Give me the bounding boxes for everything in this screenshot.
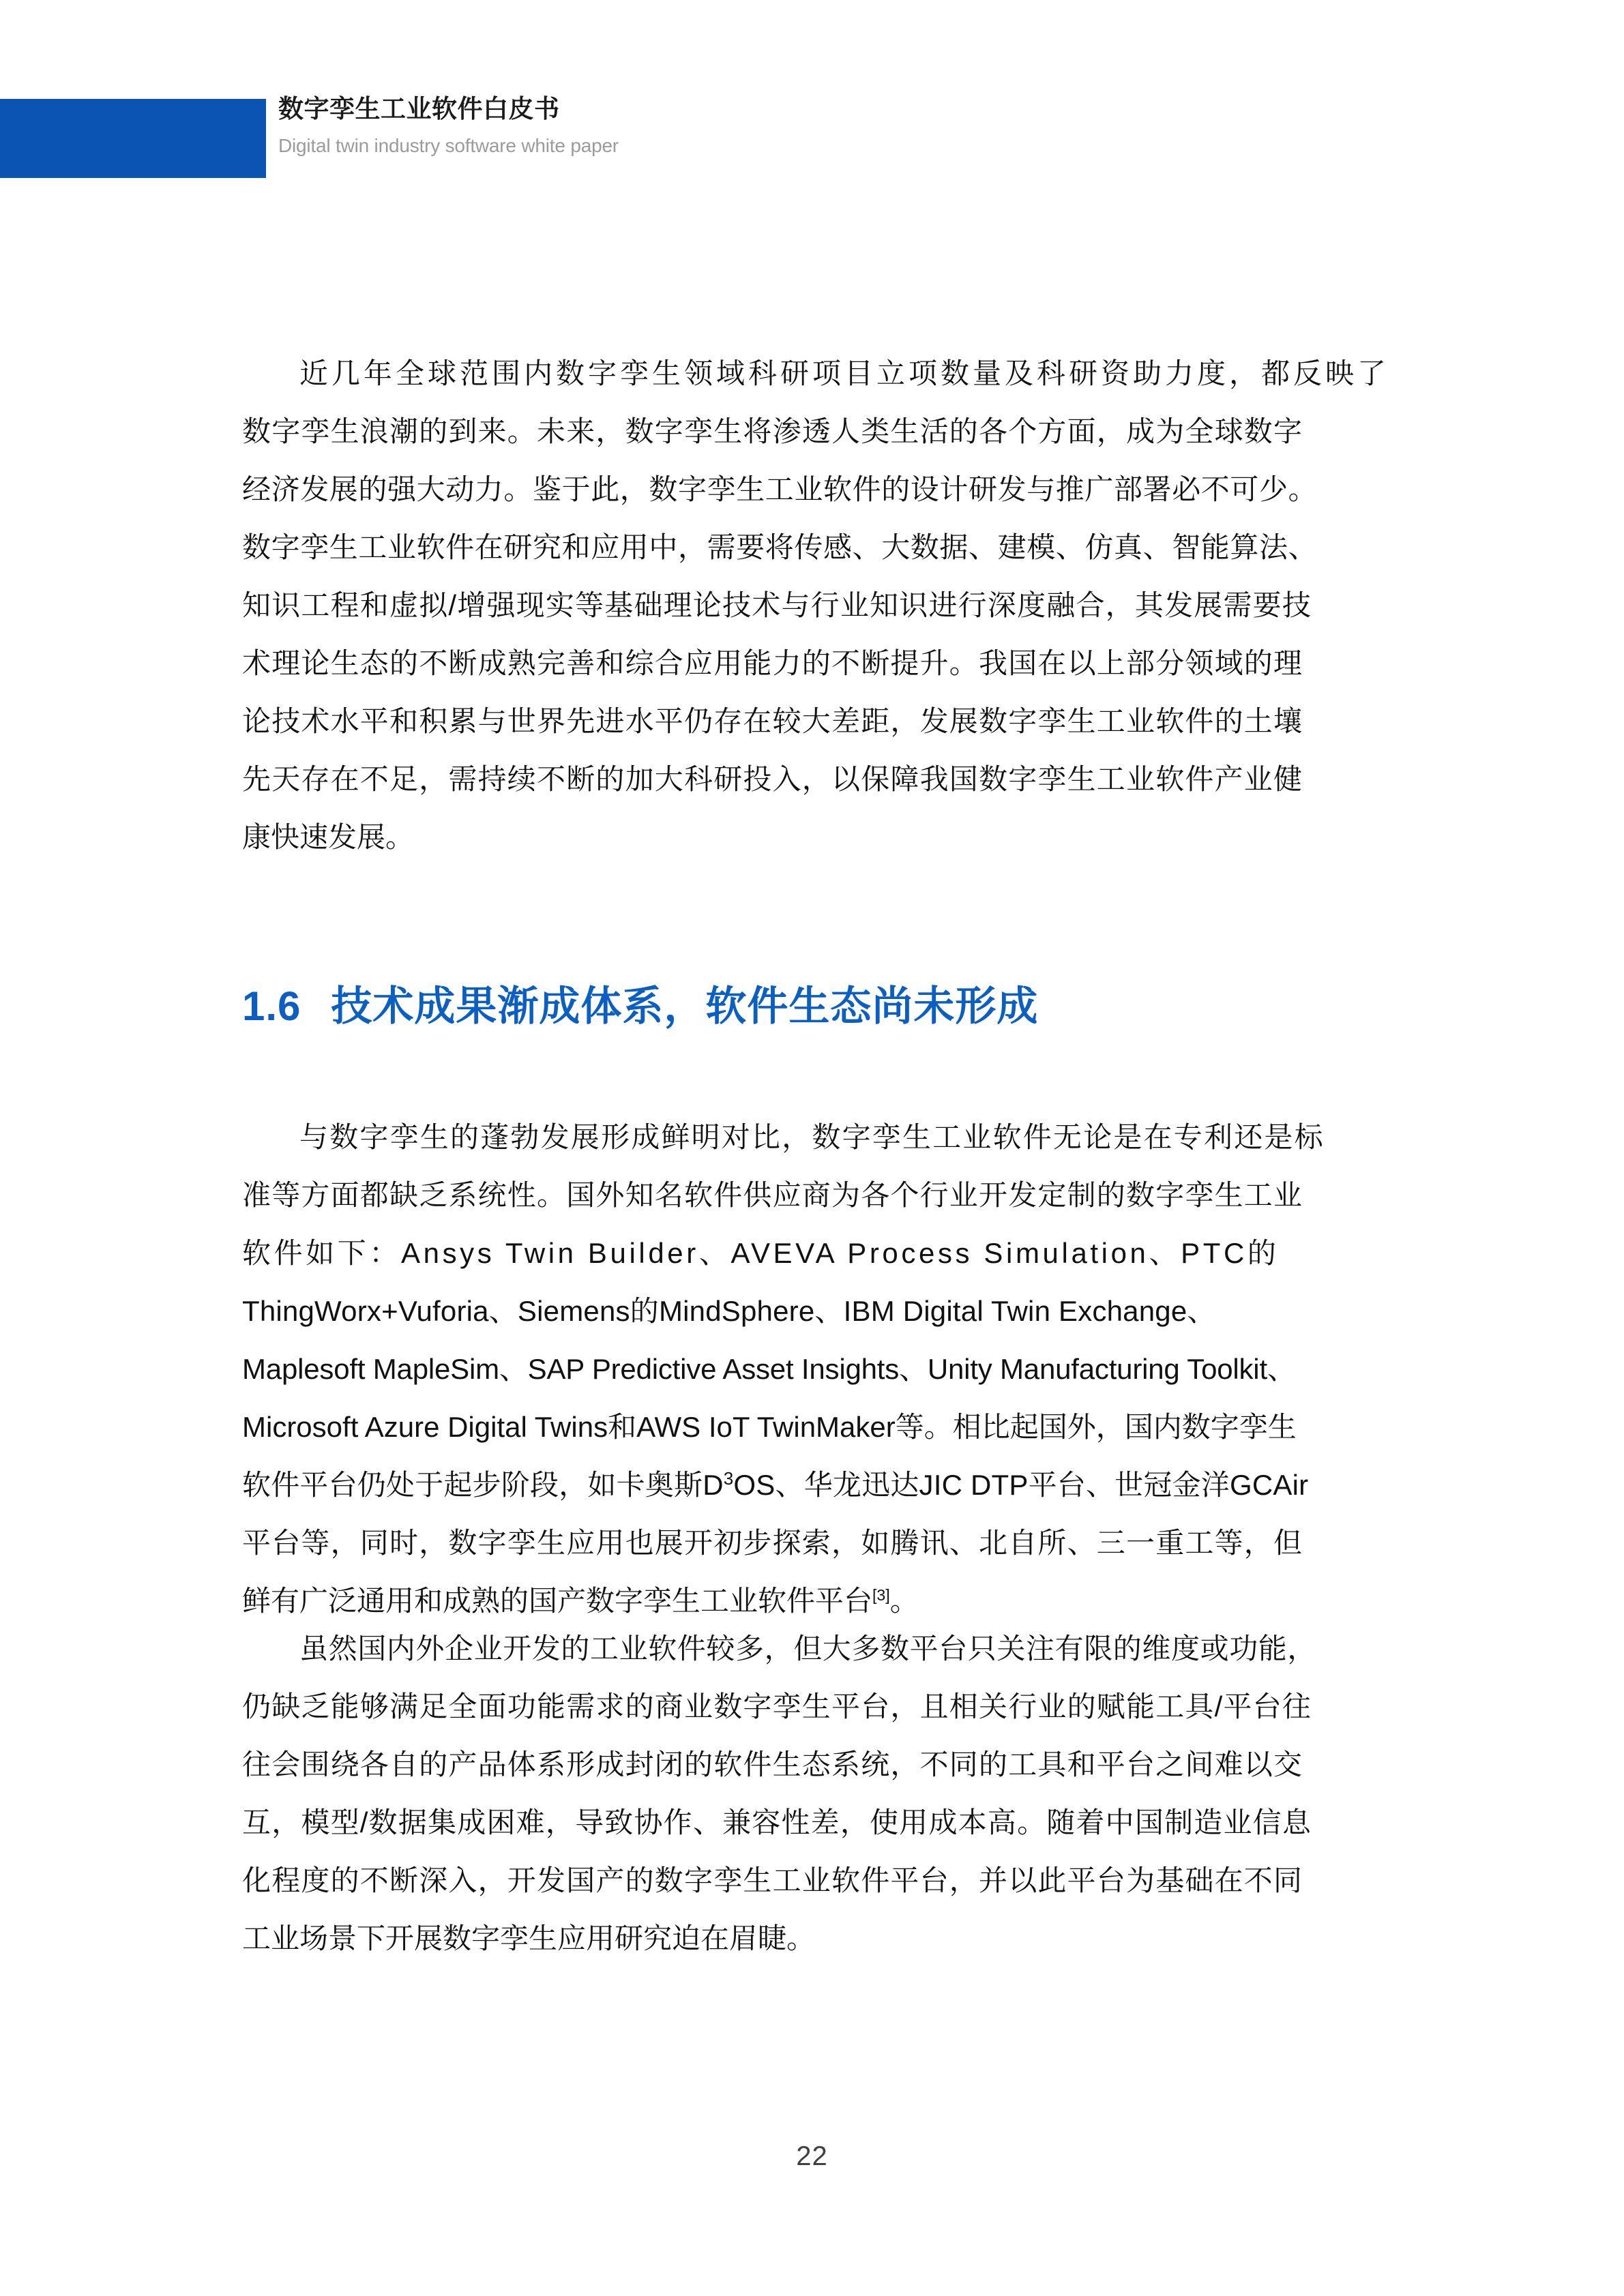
paragraph-line: 先天存在不足，需持续不断的加大科研投入，以保障我国数字孪生工业软件产业健: [242, 763, 1303, 795]
line-text-post: OS、华龙迅达JIC DTP平台、世冠金洋GCAir: [733, 1469, 1309, 1501]
paragraph-line: 与数字孪生的蓬勃发展形成鲜明对比，数字孪生工业软件无论是在专利还是标: [299, 1121, 1325, 1153]
paragraph-line: Maplesoft MapleSim、SAP Predictive Asset Insights、Unity Manufacturing Toolkit、: [242, 1353, 1296, 1385]
paragraph-line: 经济发展的强大动力。鉴于此，数字孪生工业软件的设计研发与推广部署必不可少。: [242, 473, 1318, 505]
paragraph-line: 数字孪生工业软件在研究和应用中，需要将传感、大数据、建模、仿真、智能算法、: [242, 531, 1318, 563]
section-heading: [242, 982, 1387, 1031]
paragraph-line: 往会围绕各自的产品体系形成封闭的软件生态系统，不同的工具和平台之间难以交: [242, 1748, 1303, 1780]
line-text-pre: 鲜有广泛通用和成熟的国产数字孪生工业软件平台: [242, 1585, 873, 1617]
paragraph-line: 虽然国内外企业开发的工业软件较多，但大多数平台只关注有限的维度或功能，: [299, 1632, 1317, 1665]
footnote-marker: [3]: [872, 1586, 890, 1604]
paragraph-line: 平台等，同时，数字孪生应用也展开初步探索，如腾讯、北自所、三一重工等，但: [242, 1527, 1303, 1559]
paragraph-line: 近几年全球范围内数字孪生领域科研项目立项数量及科研资助力度，都反映了: [299, 357, 1390, 389]
superscript-exponent: 3: [723, 1468, 734, 1489]
paragraph-line: 软件如下：Ansys Twin Builder、AVEVA Process Simulation、PTC的: [242, 1237, 1280, 1269]
body-paragraph-1: [242, 344, 1390, 866]
header-accent-rule: [263, 99, 266, 178]
section-heading-container: [242, 982, 1387, 1031]
paragraph-line: 论技术水平和积累与世界先进水平仍存在较大差距，发展数字孪生工业软件的土壤: [242, 705, 1303, 737]
header-text-group: [278, 93, 1233, 160]
line-text-post: 。: [889, 1585, 919, 1617]
paragraph-line: 仍缺乏能够满足全面功能需求的商业数字孪生平台，且相关行业的赋能工具/平台往: [242, 1690, 1312, 1723]
body-paragraph-2: [242, 1108, 1387, 1630]
body-paragraph-1-container: [242, 344, 1390, 866]
paragraph-line: 康快速发展。: [242, 821, 415, 853]
header-title-english: Digital twin industry software white paper: [278, 135, 619, 157]
line-text-pre: 软件平台仍处于起步阶段，如卡奥斯D: [242, 1469, 724, 1501]
paragraph-line: 数字孪生浪潮的到来。未来，数字孪生将渗透人类生活的各个方面，成为全球数字: [242, 415, 1303, 447]
page-footer: [0, 2141, 1624, 2172]
paragraph-line-superscript: [242, 1456, 1387, 1514]
page-header: [0, 95, 1385, 179]
paragraph-line: 准等方面都缺乏系统性。国外知名软件供应商为各个行业开发定制的数字孪生工业: [242, 1179, 1303, 1211]
paragraph-line: 知识工程和虚拟/增强现实等基础理论技术与行业知识进行深度融合，其发展需要技: [242, 589, 1312, 621]
section-number: 1.6: [242, 983, 301, 1029]
paragraph-line: 化程度的不断深入，开发国产的数字孪生工业软件平台，并以此平台为基础在不同: [242, 1864, 1303, 1896]
header-accent-block: [0, 99, 263, 178]
body-paragraph-3: [242, 1620, 1387, 1967]
paragraph-line: 互，模型/数据集成困难，导致协作、兼容性差，使用成本高。随着中国制造业信息: [242, 1806, 1312, 1838]
paragraph-line: ThingWorx+Vuforia、Siemens的MindSphere、IBM Digital Twin Exchange、: [242, 1295, 1216, 1327]
paragraph-line: Microsoft Azure Digital Twins和AWS IoT TwinMaker等。相比起国外，国内数字孪生: [242, 1411, 1297, 1443]
section-title: 技术成果渐成体系，软件生态尚未形成: [331, 983, 1039, 1029]
body-paragraph-2-container: [242, 1108, 1387, 1630]
body-paragraph-3-container: [242, 1620, 1387, 1967]
page-number: 22: [796, 2141, 828, 2171]
paragraph-line: 术理论生态的不断成熟完善和综合应用能力的不断提升。我国在以上部分领域的理: [242, 647, 1303, 679]
paragraph-line: 工业场景下开展数字孪生应用研究迫在眉睫。: [242, 1922, 816, 1954]
header-title-chinese: 数字孪生工业软件白皮书: [278, 95, 560, 123]
